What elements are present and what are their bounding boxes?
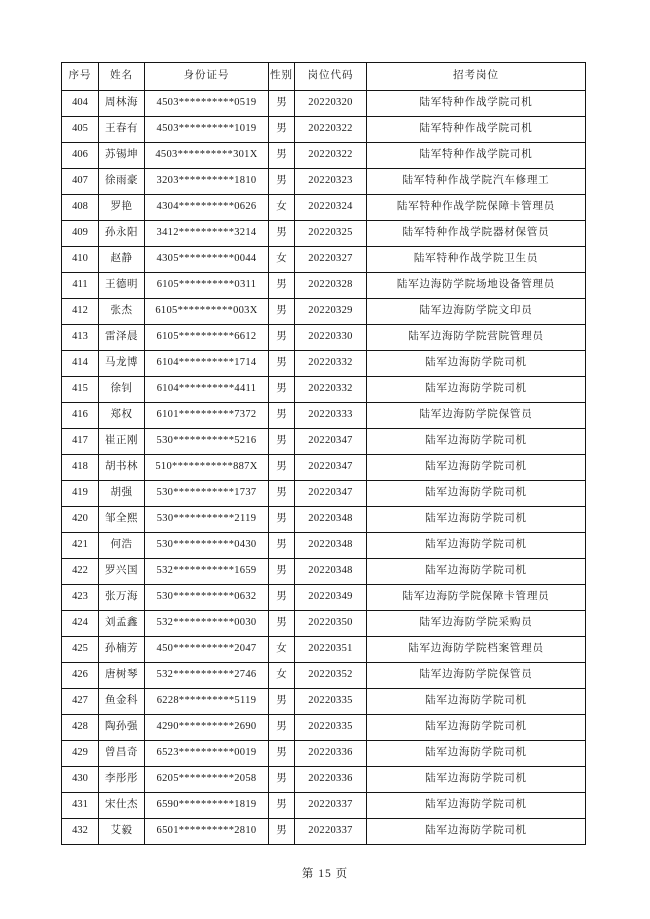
cell-gender: 男	[269, 117, 295, 143]
cell-id-number: 450***********2047	[145, 637, 269, 663]
cell-position-title: 陆军边海防学院保管员	[367, 403, 586, 429]
cell-position-code: 20220327	[295, 247, 367, 273]
cell-gender: 男	[269, 221, 295, 247]
cell-id-number: 6590**********1819	[145, 793, 269, 819]
cell-gender: 男	[269, 299, 295, 325]
cell-position-code: 20220332	[295, 377, 367, 403]
cell-position-code: 20220348	[295, 507, 367, 533]
table-row	[62, 793, 586, 819]
table-row	[62, 351, 586, 377]
cell-position-title: 陆军边海防学院司机	[367, 481, 586, 507]
cell-index: 407	[62, 169, 99, 195]
table-header-row	[62, 63, 586, 91]
cell-name: 崔正刚	[99, 429, 145, 455]
table-row	[62, 429, 586, 455]
cell-id-number: 530***********1737	[145, 481, 269, 507]
cell-id-number: 532***********2746	[145, 663, 269, 689]
cell-id-number: 6523**********0019	[145, 741, 269, 767]
cell-position-code: 20220329	[295, 299, 367, 325]
cell-position-code: 20220325	[295, 221, 367, 247]
cell-id-number: 4305**********0044	[145, 247, 269, 273]
cell-name: 胡书林	[99, 455, 145, 481]
cell-index: 429	[62, 741, 99, 767]
cell-id-number: 532***********0030	[145, 611, 269, 637]
cell-position-title: 陆军边海防学院保管员	[367, 663, 586, 689]
cell-position-title: 陆军边海防学院文印员	[367, 299, 586, 325]
cell-gender: 男	[269, 481, 295, 507]
page-number: 第 15 页	[301, 868, 349, 880]
cell-gender: 男	[269, 325, 295, 351]
cell-position-code: 20220333	[295, 403, 367, 429]
table-row	[62, 663, 586, 689]
cell-name: 雷泽晨	[99, 325, 145, 351]
cell-gender: 男	[269, 403, 295, 429]
cell-name: 唐树琴	[99, 663, 145, 689]
cell-position-title: 陆军边海防学院保障卡管理员	[367, 585, 586, 611]
cell-name: 李彤彤	[99, 767, 145, 793]
table-row	[62, 169, 586, 195]
cell-gender: 男	[269, 377, 295, 403]
table-row	[62, 247, 586, 273]
cell-position-code: 20220351	[295, 637, 367, 663]
cell-id-number: 6104**********4411	[145, 377, 269, 403]
cell-gender: 男	[269, 793, 295, 819]
cell-position-code: 20220332	[295, 351, 367, 377]
cell-name: 何浩	[99, 533, 145, 559]
cell-index: 414	[62, 351, 99, 377]
cell-position-title: 陆军特种作战学院司机	[367, 91, 586, 117]
table-row	[62, 325, 586, 351]
cell-position-code: 20220322	[295, 117, 367, 143]
cell-index: 430	[62, 767, 99, 793]
cell-gender: 男	[269, 767, 295, 793]
cell-index: 410	[62, 247, 99, 273]
cell-index: 431	[62, 793, 99, 819]
cell-gender: 男	[269, 611, 295, 637]
cell-index: 405	[62, 117, 99, 143]
cell-name: 苏锡坤	[99, 143, 145, 169]
cell-gender: 男	[269, 559, 295, 585]
cell-id-number: 6104**********1714	[145, 351, 269, 377]
cell-position-code: 20220328	[295, 273, 367, 299]
cell-position-code: 20220336	[295, 741, 367, 767]
cell-name: 郑权	[99, 403, 145, 429]
cell-index: 404	[62, 91, 99, 117]
cell-position-code: 20220347	[295, 481, 367, 507]
table-row	[62, 715, 586, 741]
cell-id-number: 3203**********1810	[145, 169, 269, 195]
cell-gender: 男	[269, 91, 295, 117]
cell-position-title: 陆军特种作战学院保障卡管理员	[367, 195, 586, 221]
cell-name: 孙永阳	[99, 221, 145, 247]
table-row	[62, 273, 586, 299]
cell-position-code: 20220335	[295, 689, 367, 715]
cell-id-number: 6101**********7372	[145, 403, 269, 429]
cell-position-code: 20220349	[295, 585, 367, 611]
cell-gender: 男	[269, 819, 295, 845]
cell-id-number: 4304**********0626	[145, 195, 269, 221]
cell-name: 罗兴国	[99, 559, 145, 585]
cell-gender: 男	[269, 533, 295, 559]
cell-position-title: 陆军边海防学院司机	[367, 689, 586, 715]
col-header-id-number: 身份证号	[145, 63, 269, 91]
cell-id-number: 6105**********0311	[145, 273, 269, 299]
table-row	[62, 403, 586, 429]
cell-name: 马龙博	[99, 351, 145, 377]
cell-position-code: 20220347	[295, 429, 367, 455]
cell-position-code: 20220330	[295, 325, 367, 351]
cell-position-title: 陆军边海防学院场地设备管理员	[367, 273, 586, 299]
cell-index: 408	[62, 195, 99, 221]
cell-gender: 男	[269, 689, 295, 715]
table-row	[62, 299, 586, 325]
cell-position-title: 陆军边海防学院司机	[367, 819, 586, 845]
cell-position-title: 陆军特种作战学院器材保管员	[367, 221, 586, 247]
cell-name: 张杰	[99, 299, 145, 325]
cell-index: 409	[62, 221, 99, 247]
cell-name: 罗艳	[99, 195, 145, 221]
col-header-position-code: 岗位代码	[295, 63, 367, 91]
cell-index: 427	[62, 689, 99, 715]
cell-position-title: 陆军边海防学院司机	[367, 351, 586, 377]
cell-name: 艾毅	[99, 819, 145, 845]
cell-index: 428	[62, 715, 99, 741]
cell-gender: 男	[269, 169, 295, 195]
cell-position-title: 陆军边海防学院营院管理员	[367, 325, 586, 351]
recruitment-roster-table	[61, 62, 586, 845]
cell-gender: 女	[269, 663, 295, 689]
cell-position-code: 20220348	[295, 559, 367, 585]
cell-position-code: 20220337	[295, 793, 367, 819]
cell-position-title: 陆军边海防学院司机	[367, 429, 586, 455]
cell-id-number: 3412**********3214	[145, 221, 269, 247]
cell-position-title: 陆军特种作战学院司机	[367, 143, 586, 169]
cell-position-title: 陆军边海防学院司机	[367, 533, 586, 559]
cell-index: 432	[62, 819, 99, 845]
table-row	[62, 819, 586, 845]
cell-id-number: 530***********0430	[145, 533, 269, 559]
table-row	[62, 637, 586, 663]
cell-gender: 男	[269, 741, 295, 767]
table-row	[62, 455, 586, 481]
cell-id-number: 4503**********0519	[145, 91, 269, 117]
cell-position-title: 陆军边海防学院司机	[367, 793, 586, 819]
cell-gender: 男	[269, 585, 295, 611]
table-row	[62, 117, 586, 143]
cell-id-number: 530***********0632	[145, 585, 269, 611]
cell-gender: 男	[269, 143, 295, 169]
cell-id-number: 510***********887X	[145, 455, 269, 481]
cell-position-title: 陆军边海防学院司机	[367, 377, 586, 403]
cell-name: 孙楠芳	[99, 637, 145, 663]
cell-index: 406	[62, 143, 99, 169]
cell-position-code: 20220350	[295, 611, 367, 637]
col-header-name: 姓名	[99, 63, 145, 91]
cell-name: 曾昌奇	[99, 741, 145, 767]
cell-id-number: 6228**********5119	[145, 689, 269, 715]
table-row	[62, 377, 586, 403]
cell-position-code: 20220337	[295, 819, 367, 845]
cell-name: 张万海	[99, 585, 145, 611]
cell-id-number: 530***********2119	[145, 507, 269, 533]
table-row	[62, 91, 586, 117]
cell-position-title: 陆军边海防学院司机	[367, 559, 586, 585]
cell-gender: 男	[269, 351, 295, 377]
cell-position-title: 陆军边海防学院司机	[367, 741, 586, 767]
cell-name: 周林海	[99, 91, 145, 117]
cell-id-number: 6105**********6612	[145, 325, 269, 351]
cell-gender: 女	[269, 637, 295, 663]
cell-gender: 男	[269, 507, 295, 533]
cell-index: 419	[62, 481, 99, 507]
cell-name: 宋仕杰	[99, 793, 145, 819]
cell-index: 418	[62, 455, 99, 481]
cell-position-code: 20220324	[295, 195, 367, 221]
cell-gender: 男	[269, 715, 295, 741]
table-row	[62, 559, 586, 585]
cell-position-title: 陆军边海防学院档案管理员	[367, 637, 586, 663]
table-row	[62, 533, 586, 559]
cell-position-code: 20220322	[295, 143, 367, 169]
cell-id-number: 532***********1659	[145, 559, 269, 585]
cell-gender: 男	[269, 429, 295, 455]
table-row	[62, 507, 586, 533]
table-row	[62, 481, 586, 507]
cell-name: 邹全熙	[99, 507, 145, 533]
cell-name: 陶孙强	[99, 715, 145, 741]
cell-index: 417	[62, 429, 99, 455]
cell-name: 刘孟鑫	[99, 611, 145, 637]
cell-index: 426	[62, 663, 99, 689]
cell-index: 416	[62, 403, 99, 429]
cell-id-number: 6501**********2810	[145, 819, 269, 845]
cell-position-code: 20220320	[295, 91, 367, 117]
table-row	[62, 689, 586, 715]
cell-index: 420	[62, 507, 99, 533]
cell-name: 王德明	[99, 273, 145, 299]
cell-position-code: 20220348	[295, 533, 367, 559]
cell-index: 413	[62, 325, 99, 351]
cell-position-title: 陆军特种作战学院汽车修理工	[367, 169, 586, 195]
cell-position-title: 陆军边海防学院司机	[367, 767, 586, 793]
cell-name: 徐雨豪	[99, 169, 145, 195]
table-row	[62, 585, 586, 611]
cell-index: 425	[62, 637, 99, 663]
cell-name: 王春有	[99, 117, 145, 143]
cell-name: 胡强	[99, 481, 145, 507]
col-header-index: 序号	[62, 63, 99, 91]
cell-position-title: 陆军边海防学院采购员	[367, 611, 586, 637]
cell-gender: 女	[269, 195, 295, 221]
cell-id-number: 4503**********301X	[145, 143, 269, 169]
cell-gender: 男	[269, 273, 295, 299]
cell-position-title: 陆军边海防学院司机	[367, 507, 586, 533]
table-row	[62, 741, 586, 767]
col-header-gender: 性别	[269, 63, 295, 91]
col-header-position-title: 招考岗位	[367, 63, 586, 91]
cell-position-code: 20220335	[295, 715, 367, 741]
cell-id-number: 4290**********2690	[145, 715, 269, 741]
cell-name: 徐钊	[99, 377, 145, 403]
cell-index: 412	[62, 299, 99, 325]
cell-index: 411	[62, 273, 99, 299]
cell-index: 421	[62, 533, 99, 559]
cell-position-code: 20220347	[295, 455, 367, 481]
cell-id-number: 530***********5216	[145, 429, 269, 455]
cell-position-title: 陆军边海防学院司机	[367, 455, 586, 481]
table-row	[62, 221, 586, 247]
cell-position-code: 20220352	[295, 663, 367, 689]
cell-position-title: 陆军特种作战学院卫生员	[367, 247, 586, 273]
cell-position-code: 20220336	[295, 767, 367, 793]
cell-name: 鱼金科	[99, 689, 145, 715]
cell-index: 422	[62, 559, 99, 585]
cell-index: 415	[62, 377, 99, 403]
cell-position-title: 陆军边海防学院司机	[367, 715, 586, 741]
cell-id-number: 6105**********003X	[145, 299, 269, 325]
table-row	[62, 143, 586, 169]
cell-index: 424	[62, 611, 99, 637]
table-row	[62, 611, 586, 637]
cell-gender: 女	[269, 247, 295, 273]
cell-name: 赵静	[99, 247, 145, 273]
table-row	[62, 195, 586, 221]
cell-index: 423	[62, 585, 99, 611]
cell-id-number: 6205**********2058	[145, 767, 269, 793]
cell-position-title: 陆军特种作战学院司机	[367, 117, 586, 143]
cell-gender: 男	[269, 455, 295, 481]
cell-position-code: 20220323	[295, 169, 367, 195]
cell-id-number: 4503**********1019	[145, 117, 269, 143]
table-row	[62, 767, 586, 793]
